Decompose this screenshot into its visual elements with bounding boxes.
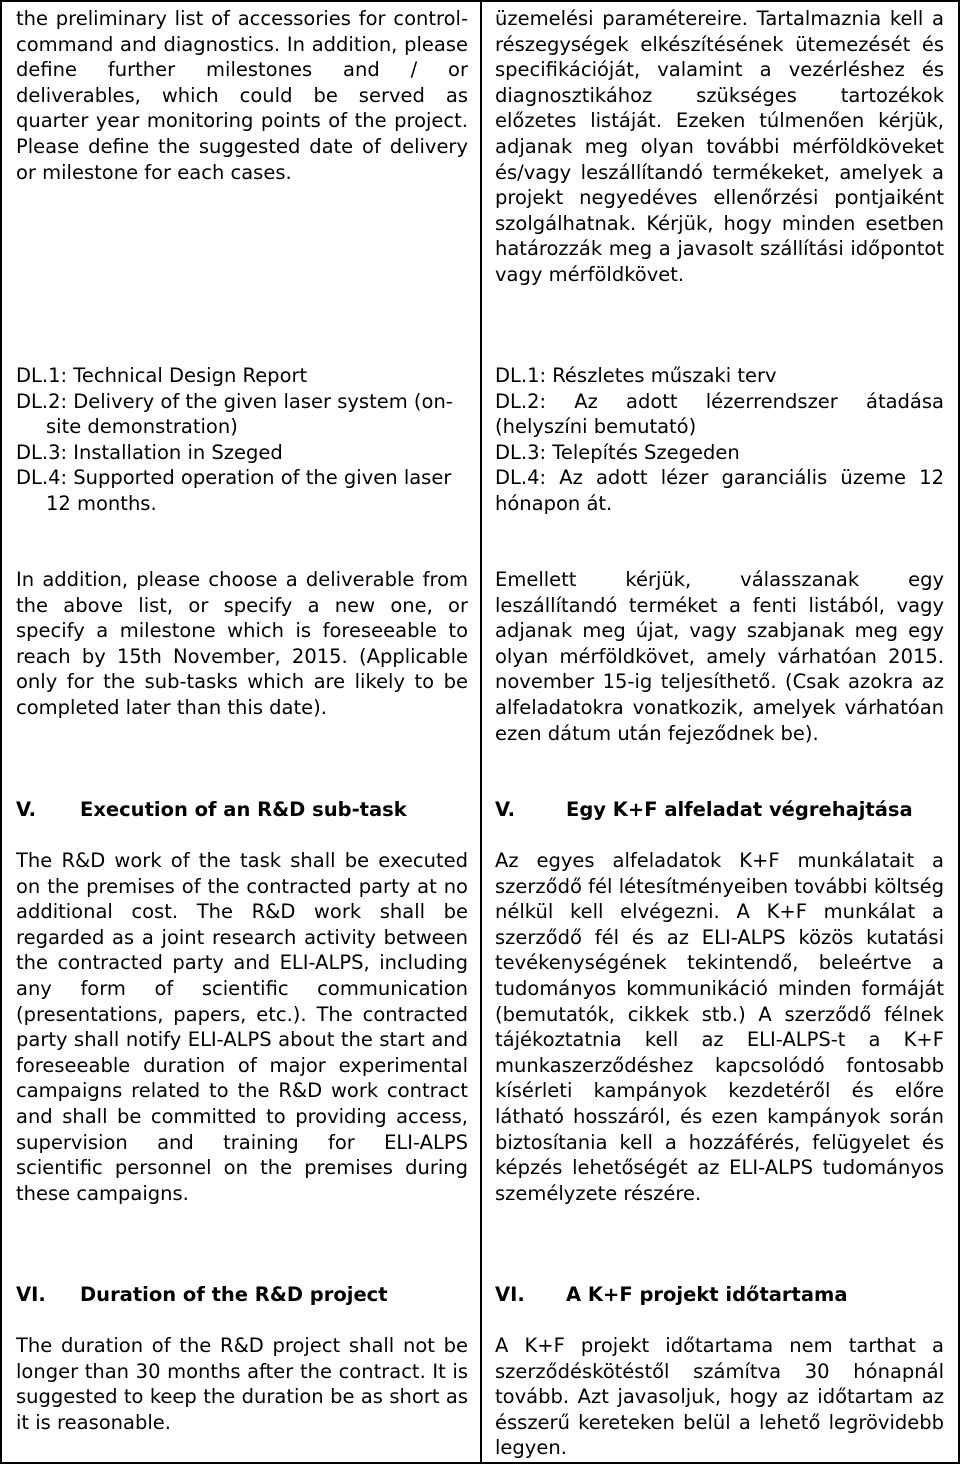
deliverable-item: DL.1: Technical Design Report <box>16 364 308 387</box>
deliverable-item: DL.4: Supported operation of the given laser 12 months. <box>16 466 452 515</box>
paragraph-en: The R&D work of the task shall be executed on the premises of the contracted party at no additional cost. The R&D work shall be regarded as a joint research activity between the contracted party and ELI-ALPS, including any form of scientific communication (presentations, papers, etc.). The contracted party shall notify ELI-ALPS about the start and foreseeable duration of major experimental campaigns related to the R&D work contract and shall be committed to providing access, supervision and training for ELI-ALPS scientific personnel on the premises during these campaigns. <box>16 849 468 1205</box>
deliverable-item: DL.3: Installation in Szeged <box>16 440 283 464</box>
paragraph-hu: Az egyes alfeladatok K+F munkálatait a szerződő fél létesítményeiben további költség nélkül kell elvégezni. A K+F munkálat a szerződő fél és az ELI-ALPS közös kutatási tevékenységének tekintendő, beleértve a tudományos kommunikáció minden formáját (bemutatók, cikkek stb.) A szerződő félnek tájékoztatnia kell az ELI-ALPS-t a K+F munkaszerződéshez kapcsolódó fontosabb kísérleti kampányok kezdetéről és előre látható hosszáról, és ezen kampányok során biztosítania kell a hozzáférés, felügyelet és képzés lehetőségét az ELI-ALPS tudományos személyzete részére. <box>495 849 944 1205</box>
paragraph-en: In addition, please choose a deliverable from the above list, or specify a new one, or specify a milestone which is foreseeable to reach by 15th November, 2015. (Applicable only for the sub-tasks which are likely to be completed later than this date). <box>16 568 468 719</box>
deliverable-item: DL.4: Az adott lézer garanciális üzeme 12 hónapon át. <box>495 466 944 515</box>
section-title: A K+F projekt időtartama <box>566 1283 848 1306</box>
deliverable-item: DL.3: Telepítés Szegeden <box>495 440 740 464</box>
deliverable-item: DL.2: Az adott lézerrendszer átadása (helyszíni bemutató) <box>495 389 944 439</box>
section-number: VI. <box>495 1283 525 1306</box>
addition-hu <box>495 567 944 746</box>
paragraph-hu: üzemelési paramétereire. Tartalmaznia kell a részegységek elkészítésének ütemezését és specifikációját, valamint a vezérléshez és diagnosztikához szükséges tartozékok előzetes listáját. Ezeken túlmenően kérjük, adjanak meg olyan további mérföldköveket és/vagy leszállítandó termékeket, amelyek a projekt negyedéves ellenőrzési pontjaiként szolgálhatnak. Kérjük, hogy minden esetben határozzák meg a javasolt szállítási időpontot vagy mérföldkövet. <box>495 7 944 286</box>
section5-heading-en <box>16 797 468 823</box>
deliverable-item: DL.1: Részletes műszaki terv <box>495 364 777 387</box>
column-divider <box>480 2 482 1462</box>
paragraph-hu: A K+F projekt időtartama nem tarthat a szerződéskötéstől számítva 30 hónapnál tovább. Azt javasoljuk, hogy az időtartam az ésszerű kereteken belül a lehető legrövidebb legyen. <box>495 1334 944 1460</box>
top-text-en <box>16 6 468 185</box>
section6-body-en <box>16 1333 468 1435</box>
section-title: Egy K+F alfeladat végrehajtása <box>566 798 913 821</box>
section6-heading-en <box>16 1282 468 1308</box>
section-title: Duration of the R&D project <box>80 1283 388 1306</box>
deliverables-en <box>16 363 468 517</box>
paragraph-en: the preliminary list of accessories for control-command and diagnostics. In addition, please define further milestones and / or deliverables, which could be served as quarter year monitoring points of the project. Please define the suggested date of delivery or milestone for each cases. <box>16 7 468 184</box>
addition-en <box>16 567 468 721</box>
section5-heading-hu <box>495 797 944 823</box>
section5-body-hu <box>495 848 944 1206</box>
deliverable-item: DL.2: Delivery of the given laser system (on-site demonstration) <box>16 389 453 439</box>
section-title: Execution of an R&D sub-task <box>80 798 407 821</box>
section-number: V. <box>495 798 515 821</box>
section5-body-en <box>16 848 468 1206</box>
deliverables-hu <box>495 363 944 517</box>
section6-heading-hu <box>495 1282 944 1308</box>
paragraph-en: The duration of the R&D project shall not be longer than 30 months after the contract. It is suggested to keep the duration be as short as it is reasonable. <box>16 1334 468 1434</box>
paragraph-hu: Emellett kérjük, válasszanak egy leszállítandó terméket a fenti listából, vagy adjanak meg újat, vagy szabjanak meg egy olyan mérföldkövet, amely várhatóan 2015. november 15-ig teljesíthető. (Csak azokra az alfeladatokra vonatkozik, amelyek várhatóan ezen dátum után fejeződnek be). <box>495 568 944 745</box>
section-number: V. <box>16 798 36 821</box>
section6-body-hu <box>495 1333 944 1461</box>
section-number: VI. <box>16 1283 46 1306</box>
top-text-hu <box>495 6 944 288</box>
